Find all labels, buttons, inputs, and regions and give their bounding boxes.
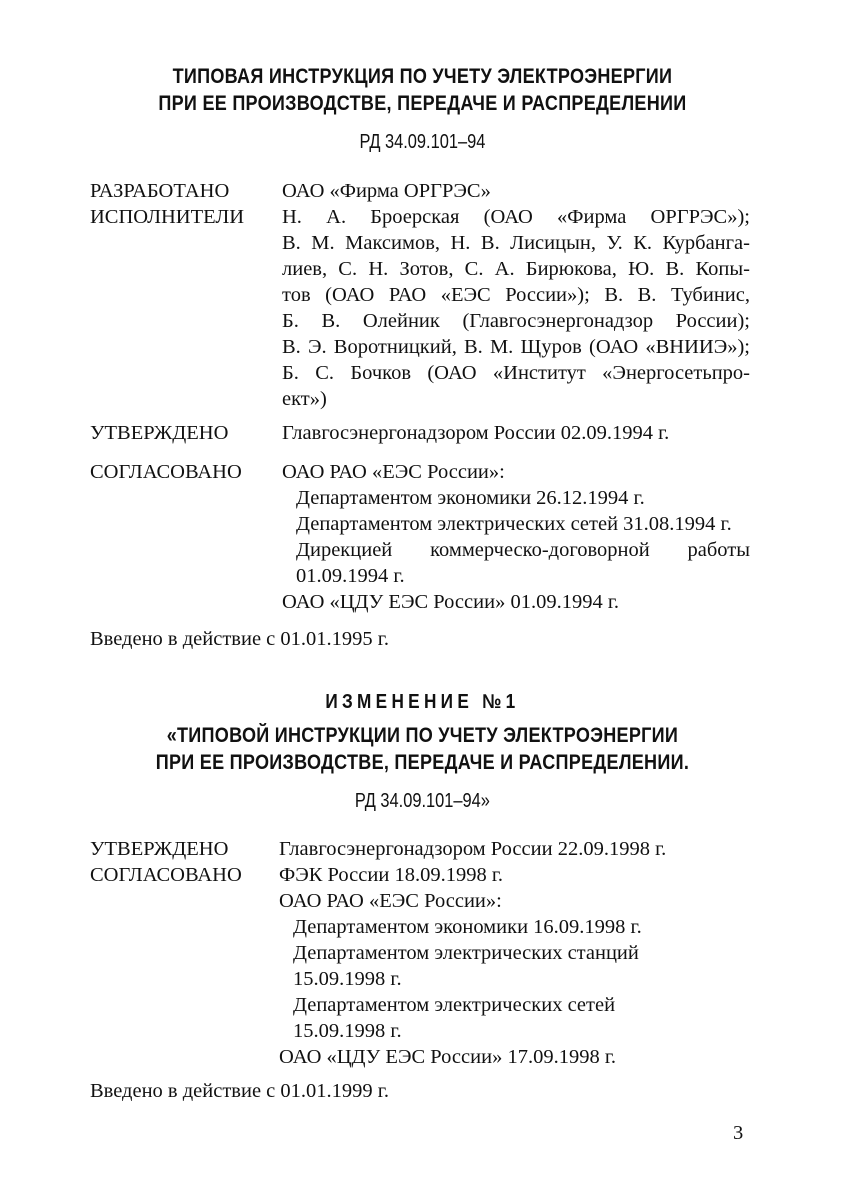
effective-date-1: Введено в действие с 01.01.1995 г.: [90, 628, 389, 650]
developed-value: [282, 178, 750, 204]
executors-line: В. М. Максимов, Н. В. Лисицын, У. К. Курбанга-: [282, 232, 750, 254]
approved2-text: Главгосэнергонадзором России 22.09.1998 г.: [279, 838, 667, 860]
agreed-line: Дирекцией коммерческо-договорной работы: [296, 539, 750, 561]
agreed2-line: 15.09.1998 г.: [293, 1020, 402, 1042]
agreed-label: СОГЛАСОВАНО: [90, 461, 242, 483]
agreed2-value: [279, 862, 747, 1070]
executors-line: Б. С. Бочков (ОАО «Институт «Энергосетьпро-: [282, 362, 750, 384]
agreed-line: 01.09.1994 г.: [296, 565, 405, 587]
developed-label: РАЗРАБОТАНО: [90, 180, 230, 202]
change-document-code: РД 34.09.101–94»: [354, 790, 490, 812]
executors-line: Н. А. Броерская (ОАО «Фирма ОРГРЭС»);: [282, 206, 750, 228]
executors-line: лиев, С. Н. Зотов, С. А. Бирюкова, Ю. В. Копы-: [282, 258, 750, 280]
main-title-line1: ТИПОВАЯ ИНСТРУКЦИЯ ПО УЧЕТУ ЭЛЕКТРОЭНЕРГИИ: [172, 65, 673, 88]
main-title-line2: ПРИ ЕЕ ПРОИЗВОДСТВЕ, ПЕРЕДАЧЕ И РАСПРЕДЕЛЕНИИ: [158, 92, 687, 115]
agreed2-first: ФЭК России 18.09.1998 г.: [279, 864, 504, 886]
executors-line: В. Э. Воротницкий, В. М. Щуров (ОАО «ВНИИЭ»);: [282, 336, 750, 358]
executors-label: ИСПОЛНИТЕЛИ: [90, 206, 245, 228]
agreed2-line: Департаментом электрических сетей: [293, 994, 616, 1016]
approved-label: УТВЕРЖДЕНО: [90, 422, 229, 444]
change-title-line2: ПРИ ЕЕ ПРОИЗВОДСТВЕ, ПЕРЕДАЧЕ И РАСПРЕДЕЛЕНИИ.: [155, 751, 690, 774]
document-code: РД 34.09.101–94: [359, 131, 486, 153]
agreed2-org: ОАО РАО «ЕЭС России»:: [279, 890, 502, 912]
change-title-line1: «ТИПОВОЙ ИНСТРУКЦИИ ПО УЧЕТУ ЭЛЕКТРОЭНЕРГИИ: [166, 724, 679, 747]
agreed-value: [282, 459, 750, 615]
executors-line: ект»): [282, 388, 327, 410]
executors-value: [282, 204, 750, 412]
agreed-org: ОАО РАО «ЕЭС России»:: [282, 461, 505, 483]
executors-line: тов (ОАО РАО «ЕЭС России»); В. В. Тубинис,: [282, 284, 750, 306]
agreed2-org2: ОАО «ЦДУ ЕЭС России» 17.09.1998 г.: [279, 1046, 617, 1068]
agreed2-line: 15.09.1998 г.: [293, 968, 402, 990]
agreed2-label: СОГЛАСОВАНО: [90, 864, 242, 886]
agreed-line: Департаментом электрических сетей 31.08.1994 г.: [296, 513, 732, 535]
approved-text: Главгосэнергонадзором России 02.09.1994 г.: [282, 422, 670, 444]
agreed-line: Департаментом экономики 26.12.1994 г.: [296, 487, 645, 509]
agreed2-line: Департаментом электрических станций: [293, 942, 639, 964]
agreed-org2: ОАО «ЦДУ ЕЭС России» 01.09.1994 г.: [282, 591, 620, 613]
developed-org: ОАО «Фирма ОРГРЭС»: [282, 180, 491, 202]
executors-line: Б. В. Олейник (Главгосэнергонадзор России);: [282, 310, 750, 332]
agreed2-line: Департаментом экономики 16.09.1998 г.: [293, 916, 642, 938]
effective-date-2: Введено в действие с 01.01.1999 г.: [90, 1080, 389, 1102]
approved2-value: [279, 836, 747, 862]
change-title: ИЗМЕНЕНИЕ №1: [325, 691, 520, 713]
approved-value: [282, 420, 750, 446]
page-number: 3: [733, 1122, 744, 1144]
approved2-label: УТВЕРЖДЕНО: [90, 838, 229, 860]
